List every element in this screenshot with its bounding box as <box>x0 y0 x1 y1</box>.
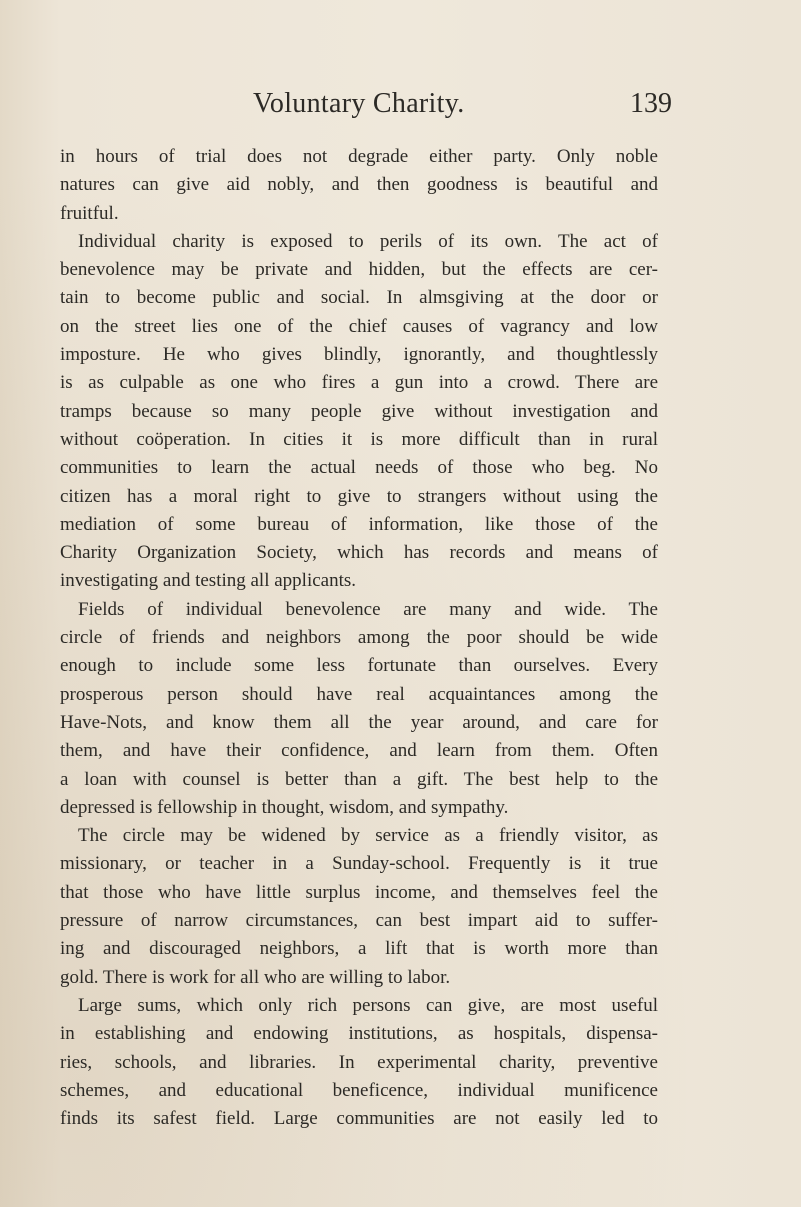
text-line: imposture. He who gives blindly, ignorantly, and thoughtlessly <box>60 344 658 366</box>
text-line: prosperous person should have real acquaintances among the <box>60 683 658 705</box>
text-line: depressed is fellowship in thought, wisdom, and sympathy. <box>60 796 509 818</box>
text-line: tain to become public and social. In almsgiving at the door or <box>60 287 658 309</box>
text-line: fruitful. <box>60 202 119 224</box>
text-line: tramps because so many people give without investigation and <box>60 400 658 422</box>
text-line: without coöperation. In cities it is more difficult than in rural <box>60 428 658 450</box>
text-line: The circle may be widened by service as a friendly visitor, as <box>78 825 658 847</box>
text-line: mediation of some bureau of information, like those of the <box>60 513 658 535</box>
body-text <box>60 143 658 1133</box>
page-header <box>0 88 801 128</box>
text-line: Large sums, which only rich persons can give, are most useful <box>78 994 658 1016</box>
paragraph-3 <box>60 596 658 822</box>
text-line: Have-Nots, and know them all the year around, and care for <box>60 711 658 733</box>
text-line: them, and have their confidence, and learn from them. Often <box>60 740 658 762</box>
text-line: enough to include some less fortunate than ourselves. Every <box>60 655 658 677</box>
text-line: circle of friends and neighbors among the poor should be wide <box>60 627 658 649</box>
text-line: that those who have little surplus income, and themselves feel the <box>60 881 658 903</box>
text-line: finds its safest field. Large communities are not easily led to <box>60 1108 658 1130</box>
text-line: schemes, and educational beneficence, individual munificence <box>60 1079 658 1101</box>
text-line: investigating and testing all applicants. <box>60 570 357 592</box>
paragraph-2 <box>60 228 658 596</box>
text-line: missionary, or teacher in a Sunday-school. Frequently is it true <box>60 853 658 875</box>
text-line: Charity Organization Society, which has records and means of <box>60 542 658 564</box>
paragraph-5 <box>60 992 658 1133</box>
text-line: on the street lies one of the chief causes of vagrancy and low <box>60 315 658 337</box>
text-line: benevolence may be private and hidden, but the effects are cer- <box>60 259 658 281</box>
text-line: citizen has a moral right to give to strangers without using the <box>60 485 658 507</box>
text-line: a loan with counsel is better than a gift. The best help to the <box>60 768 658 790</box>
paragraph-1 <box>60 143 658 228</box>
text-line: ries, schools, and libraries. In experimental charity, preventive <box>60 1051 658 1073</box>
text-line: ing and discouraged neighbors, a lift that is worth more than <box>60 938 658 960</box>
text-line: pressure of narrow circumstances, can best impart aid to suffer- <box>60 910 658 932</box>
page-number: 139 <box>630 88 672 119</box>
text-line: natures can give aid nobly, and then goodness is beautiful and <box>60 174 658 196</box>
text-line: gold. There is work for all who are willing to labor. <box>60 966 451 988</box>
text-line: in hours of trial does not degrade either party. Only noble <box>60 146 658 167</box>
paragraph-4 <box>60 822 658 992</box>
text-line: Individual charity is exposed to perils of its own. The act of <box>78 230 658 252</box>
text-line: is as culpable as one who fires a gun into a crowd. There are <box>60 372 658 394</box>
text-line: communities to learn the actual needs of those who beg. No <box>60 457 658 479</box>
running-title: Voluntary Charity. <box>253 88 465 119</box>
text-line: in establishing and endowing institutions, as hospitals, dispensa- <box>60 1023 658 1045</box>
text-line: Fields of individual benevolence are many and wide. The <box>78 598 658 620</box>
